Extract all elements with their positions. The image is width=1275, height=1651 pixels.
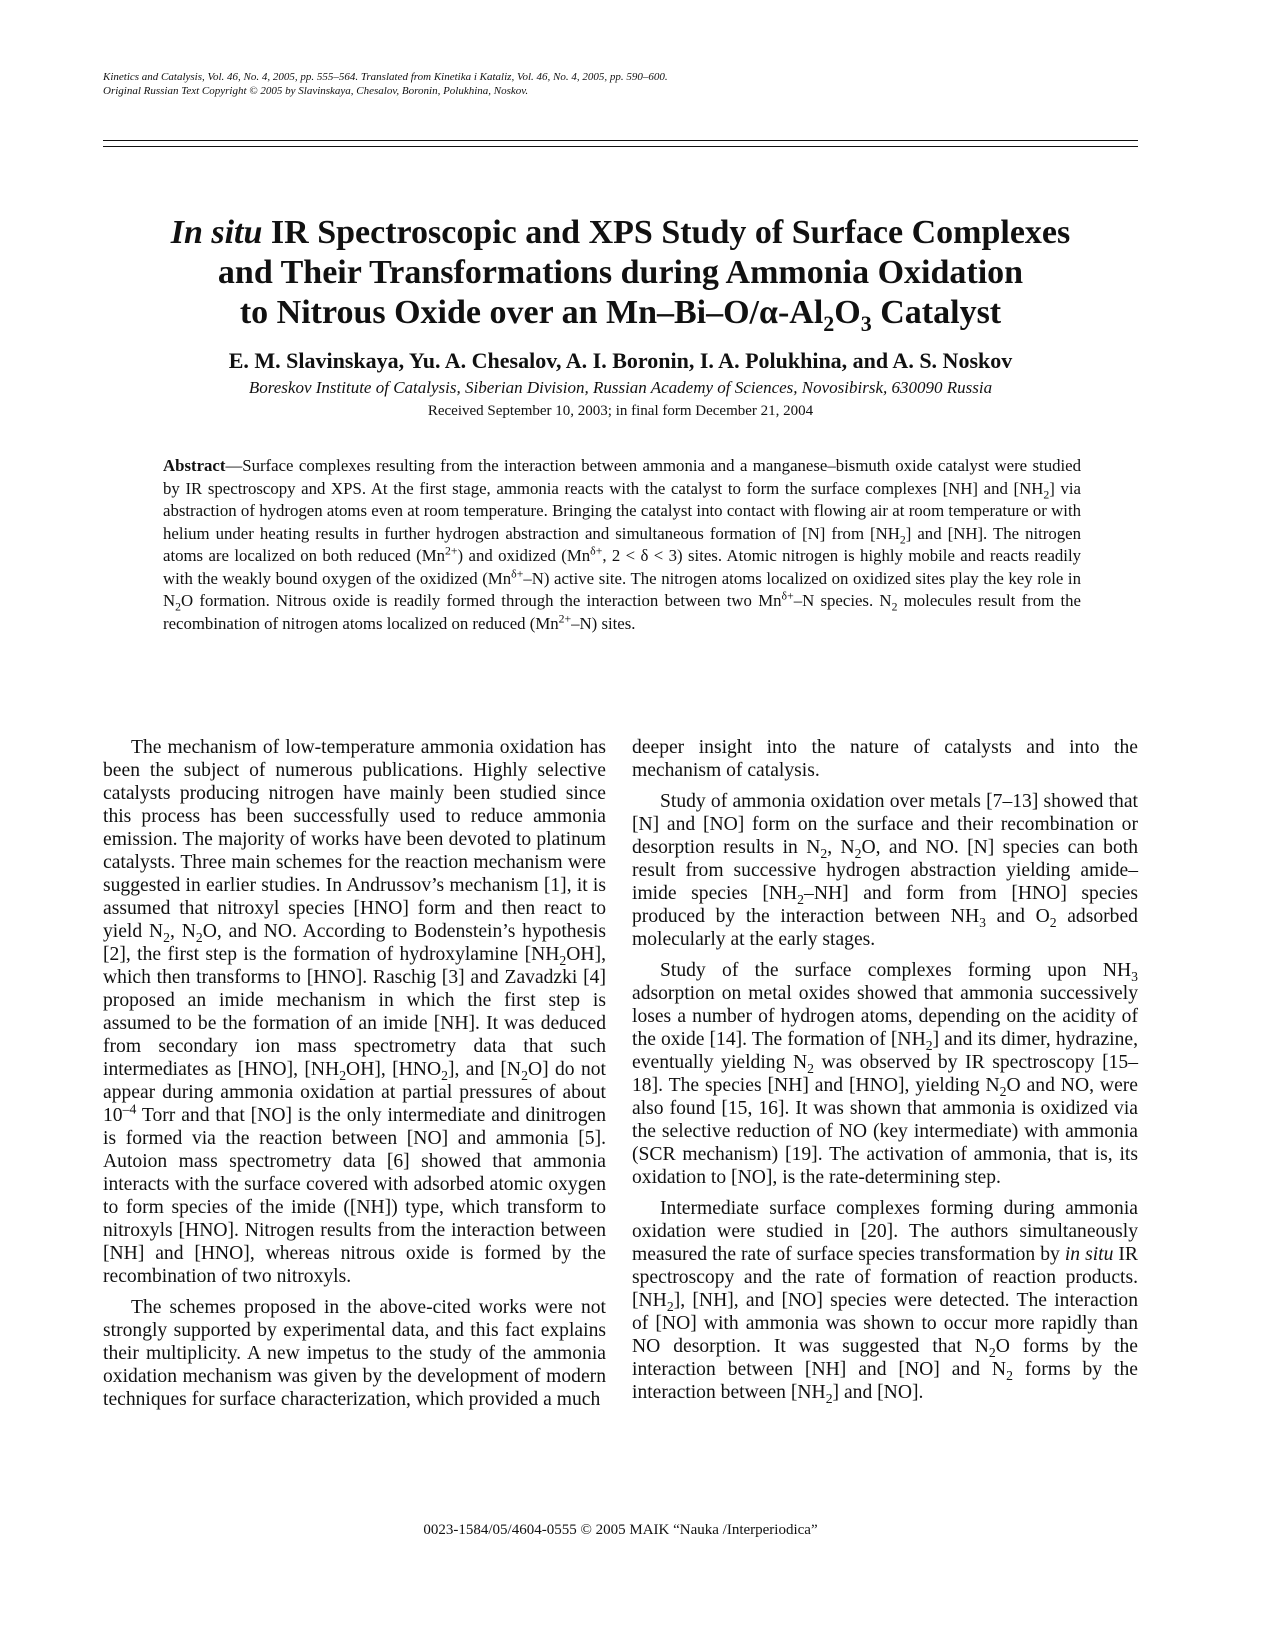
abstract: Abstract—Surface complexes resulting from the interaction between ammonia and a manganese–bismuth oxide catalyst were studied by IR spectroscopy and XPS. At the first stage, ammonia reacts with the catalyst to form the surface complexes [NH] and $[NH_2]$ via abstraction of hydrogen atoms even at room temperature. Bringing the catalyst into contact with flowing air at room temperature or with helium under heating results in further hydrogen abstraction and simultaneous formation of [N] from $[NH_2]$ and [NH]. The nitrogen atoms are localized on both reduced $(Mn^{2+})$ and oxidized ($Mn^{\delta+}$, 2 < δ < 3) sites. Atomic nitrogen is highly mobile and reacts readily with the weakly bound oxygen of the oxidized $(Mn^{\delta+}-N)$ active site. The nitrogen atoms localized on oxidized sites play the key role in $N_2O$ formation. Nitrous oxide is readily formed through the interaction between two $Mn^{\delta+}-N$ species. $N_2$ molecules result from the recombination of nitrogen atoms localized on reduced $(Mn^{2+}-N)$ sites. xyxy=(163,456,1081,633)
title-line-1: IR Spectroscopic and XPS Study of Surface Complexes xyxy=(262,214,1071,251)
right-column xyxy=(632,736,1138,1412)
paragraph: Study of the surface complexes forming upon $NH_3$ adsorption on metal oxides showed that ammonia successively loses a number of hydrogen atoms, depending on the acidity of the oxide [14]. The formation of $[NH_2]$ and its dimer, hydrazine, eventually yielding $N_2$ was observed by IR spectroscopy [15–18]. The species [NH] and [HNO], yielding $N_2O$ and NO, were also found [15, 16]. It was shown that ammonia is oxidized via the selective reduction of NO (key intermediate) with ammonia (SCR mechanism) [19]. The activation of ammonia, that is, its oxidation to [NO], is the rate-determining step. xyxy=(632,960,1139,1188)
title-in-situ: In situ xyxy=(170,214,263,251)
header-line-2: Original Russian Text Copyright © 2005 by Slavinskaya, Chesalov, Boronin, Polukhina, Noskov. xyxy=(103,85,529,97)
title-line-3: to Nitrous Oxide over an $Mn-Bi-O/\alpha-Al_2O_3$ Catalyst xyxy=(239,294,1002,336)
header-line-1: Kinetics and Catalysis, Vol. 46, No. 4, 2005, pp. 555–564. Translated from Kinetika i Kataliz, Vol. 46, No. 4, 2005, pp. 590–600. xyxy=(103,71,668,83)
journal-header xyxy=(103,70,1173,98)
received-date: Received September 10, 2003; in final form December 21, 2004 xyxy=(427,403,814,419)
paragraph: Intermediate surface complexes forming during ammonia oxidation were studied in [20]. The authors simultaneously measured the rate of surface species transformation by in situ IR spectroscopy and the rate of formation of reaction products. $[NH_2]$, [NH], and [NO] species were detected. The interaction of [NO] with ammonia was shown to occur more rapidly than NO desorption. It was suggested that $N_2O$ forms by the interaction between [NH] and [NO] and $N_2$ forms by the interaction between $[NH_2]$ and [NO]. xyxy=(632,1198,1139,1406)
abstract-label: Abstract xyxy=(163,456,226,475)
header-rule-top xyxy=(103,140,1138,141)
paragraph: Study of ammonia oxidation over metals [7–13] showed that [N] and [NO] form on the surface and their recombination or desorption results in $N_2$, $N_2O$, and NO. [N] species can both result from successive hydrogen abstraction yielding amide–imide species $[NH_2-NH]$ and form from [HNO] species produced by the interaction between $NH_3$ and $O_2$ adsorbed molecularly at the early stages. xyxy=(632,791,1139,950)
article-title xyxy=(103,213,1138,336)
paragraph: The mechanism of low-temperature ammonia oxidation has been the subject of numerous publications. Highly selective catalysts producing nitrogen have mainly been studied since this process has been successfully used to reduce ammonia emission. The majority of works have been devoted to platinum catalysts. Three main schemes for the reaction mechanism were suggested in earlier studies. In Andrussov’s mechanism [1], it is assumed that nitroxyl species [HNO] form and then react to yield $N_2$, $N_2O$, and NO. According to Bodenstein’s hypothesis [2], the first step is the formation of hydroxylamine $[NH_2OH]$, which then transforms to [HNO]. Raschig [3] and Zavadzki [4] proposed an imide mechanism in which the first step is assumed to be the formation of an imide [NH]. It was deduced from secondary ion mass spectrometry data that such intermediates as [HNO], $[NH_2OH]$, $[HNO_2]$, and $[N_2O]$ do not appear during ammonia oxidation at partial pressures of about $10^{-4}$ Torr and that [NO] is the only intermediate and dinitrogen is formed via the reaction between [NO] and ammonia [5]. Autoion mass spectrometry data [6] showed that ammonia interacts with the surface covered with adsorbed atomic oxygen to form species of the imide ([NH]) type, which transform to nitroxyls [HNO]. Nitrogen results from the interaction between [NH] and [HNO], whereas nitrous oxide is formed by the recombination of two nitroxyls. xyxy=(103,737,606,1287)
title-line-2: and Their Transformations during Ammonia Oxidation xyxy=(217,254,1024,291)
affiliation: Boreskov Institute of Catalysis, Siberian Division, Russian Academy of Sciences, Novosibirsk, 630090 Russia xyxy=(248,378,993,397)
paragraph-continued: deeper insight into the nature of catalysts and into the mechanism of catalysis. xyxy=(632,737,1138,781)
paragraph: The schemes proposed in the above-cited works were not strongly supported by experimental data, and this fact explains their multiplicity. A new impetus to the study of the ammonia oxidation mechanism was given by the development of modern techniques for surface characterization, which provided a much xyxy=(103,1297,606,1410)
authors: E. M. Slavinskaya, Yu. A. Chesalov, A. I. Boronin, I. A. Polukhina, and A. S. Noskov xyxy=(228,348,1013,373)
header-rule-bottom xyxy=(103,146,1138,147)
left-column xyxy=(103,736,606,1419)
copyright-footer: 0023-1584/05/4604-0555 © 2005 MAIK “Nauka /Interperiodica” xyxy=(423,1522,818,1538)
